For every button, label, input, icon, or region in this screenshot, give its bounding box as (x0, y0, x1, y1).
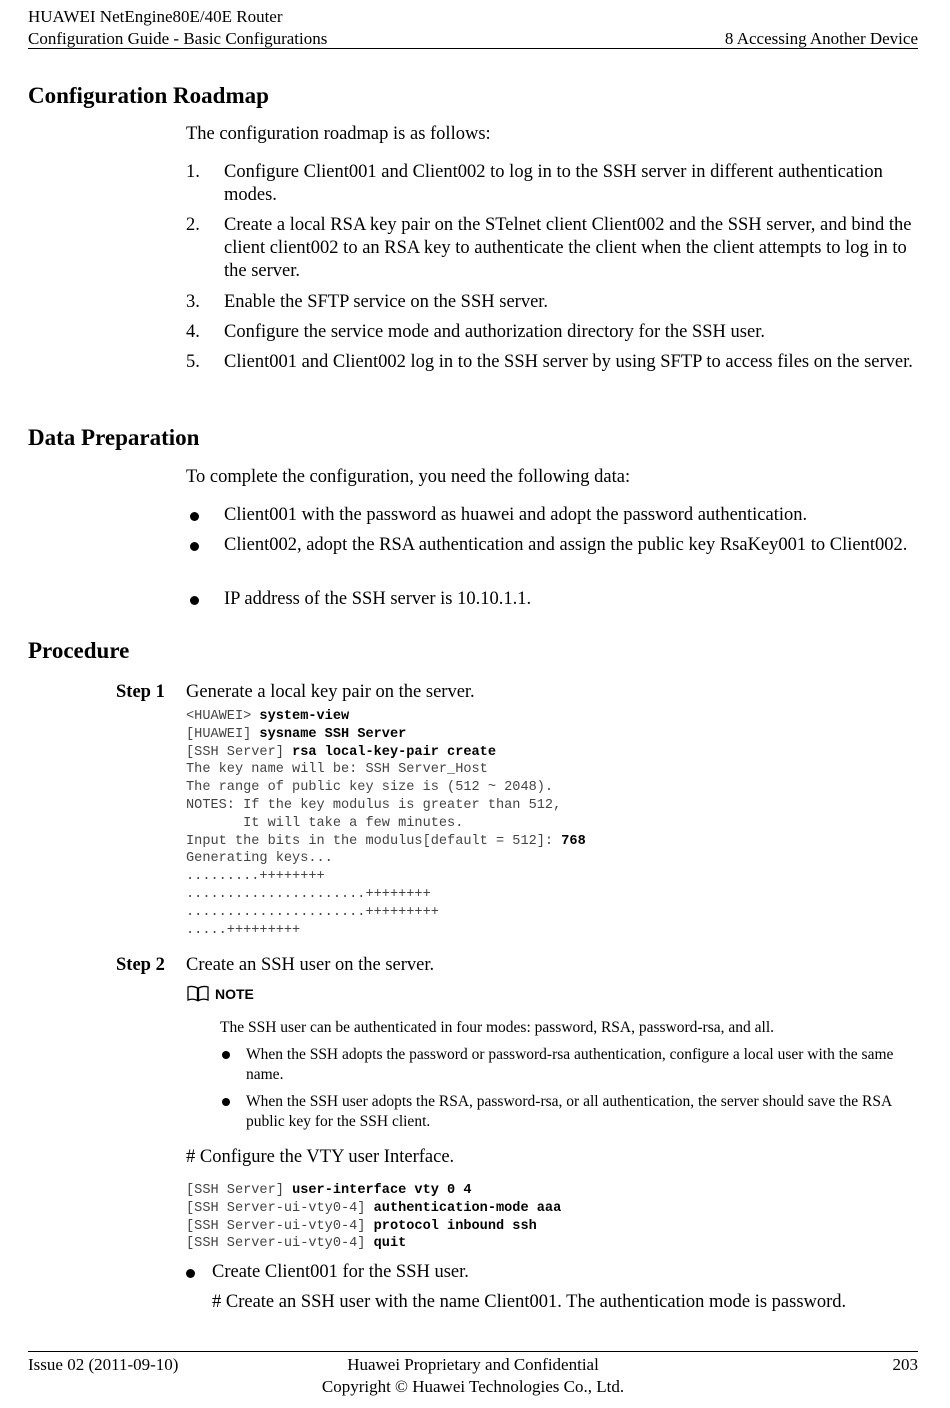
code-prompt: The key name will be: SSH Server_Host (186, 762, 488, 778)
code-line (186, 815, 921, 833)
code-line (186, 779, 921, 797)
code-line (186, 922, 921, 940)
footer-center (28, 1354, 918, 1398)
code-line (186, 797, 921, 815)
step2-label: Step 2 (116, 955, 165, 975)
data-prep-intro: To complete the configuration, you need the following data: (186, 467, 631, 487)
header-guide: Configuration Guide - Basic Configurations (28, 29, 328, 48)
list-text: When the SSH user adopts the RSA, password-rsa, or all authentication, the server should save the RSA public key for the SSH client. (246, 1093, 892, 1130)
step2-text: Create an SSH user on the server. (186, 955, 435, 975)
header-divider (28, 48, 918, 49)
list-text: IP address of the SSH server is 10.10.1.1. (224, 589, 532, 609)
step1-label: Step 1 (116, 682, 165, 702)
book-icon (186, 985, 210, 1003)
code-command: user-interface vty 0 4 (292, 1183, 472, 1198)
code-command: quit (373, 1236, 407, 1252)
roadmap-heading: Configuration Roadmap (28, 83, 269, 108)
code-command: rsa local-key-pair create (292, 744, 497, 760)
code-line (186, 1182, 921, 1200)
list-text: Client001 with the password as huawei and adopt the password authentication. (224, 505, 808, 525)
code-command: sysname SSH Server (259, 726, 407, 742)
note-label: NOTE (215, 986, 254, 1002)
bullet-icon (222, 1098, 230, 1106)
code-prompt: Input the bits in the modulus[default = 512]: (186, 833, 562, 849)
header-row (28, 28, 918, 50)
bullet-icon (222, 1051, 230, 1059)
list-text: Configure the service mode and authorization directory for the SSH user. (224, 322, 765, 342)
data-prep-heading: Data Preparation (28, 425, 200, 450)
code-prompt: .........++++++++ (186, 869, 325, 885)
note-text: The SSH user can be authenticated in four modes: password, RSA, password-rsa, and all. (220, 1019, 775, 1036)
roadmap-intro: The configuration roadmap is as follows: (186, 124, 491, 144)
list-number: 1. (186, 162, 200, 182)
list-text: Configure Client001 and Client002 to log in to the SSH server in different authentication modes. (224, 162, 883, 205)
footer-issue: Issue 02 (2011-09-10) (28, 1355, 179, 1374)
code-prompt: [HUAWEI] (186, 726, 260, 742)
code-line (186, 904, 921, 922)
code-line (186, 708, 921, 726)
footer-divider (28, 1351, 918, 1352)
code-prompt: [SSH Server-ui-vty0-4] (186, 1218, 374, 1234)
code-line (186, 1200, 921, 1218)
code-line (186, 1235, 921, 1253)
list-text: Create Client001 for the SSH user. (212, 1262, 469, 1282)
step1-text: Generate a local key pair on the server. (186, 682, 475, 702)
note-header (186, 985, 254, 1003)
code-command: system-view (259, 709, 350, 724)
bullet-icon (190, 512, 199, 521)
code-line (186, 850, 921, 868)
code-prompt: [SSH Server] (186, 1183, 293, 1198)
step1-code-block (186, 708, 921, 939)
code-line (186, 886, 921, 904)
bullet-icon (186, 1269, 195, 1278)
code-line (186, 868, 921, 886)
code-prompt: The range of public key size is (512 ~ 2048). (186, 780, 554, 796)
list-text: Client002, adopt the RSA authentication and assign the public key RsaKey001 to Client002. (224, 535, 908, 555)
header-product: HUAWEI NetEngine80E/40E Router (28, 7, 283, 26)
code-line (186, 833, 921, 851)
list-text: Client001 and Client002 log in to the SSH server by using SFTP to access files on the server. (224, 352, 913, 372)
list-text: When the SSH adopts the password or password-rsa authentication, configure a local user with the same name. (246, 1046, 894, 1083)
page-header (28, 6, 918, 50)
list-number: 5. (186, 352, 200, 372)
footer-copyright: Copyright © Huawei Technologies Co., Ltd. (321, 1377, 625, 1396)
code-prompt: It will take a few minutes. (186, 815, 464, 831)
procedure-heading: Procedure (28, 638, 130, 663)
code-prompt: [SSH Server] (186, 744, 293, 760)
list-text: Enable the SFTP service on the SSH server. (224, 292, 549, 312)
code-prompt: <HUAWEI> (186, 709, 260, 724)
list-number: 2. (186, 215, 200, 235)
list-number: 4. (186, 322, 200, 342)
code-command: protocol inbound ssh (373, 1218, 537, 1234)
code-line (186, 761, 921, 779)
footer-page-number: 203 (892, 1355, 918, 1374)
code-prompt: ......................+++++++++ (186, 904, 439, 920)
header-chapter: 8 Accessing Another Device (724, 29, 918, 48)
code-prompt: .....+++++++++ (186, 922, 301, 938)
code-line (186, 1218, 921, 1236)
list-number: 3. (186, 292, 200, 312)
code-prompt: [SSH Server-ui-vty0-4] (186, 1236, 374, 1252)
code-prompt: NOTES: If the key modulus is greater than 512, (186, 797, 562, 813)
code-line (186, 744, 921, 762)
footer-proprietary: Huawei Proprietary and Confidential (347, 1355, 599, 1374)
code-prompt: Generating keys... (186, 851, 333, 867)
bullet-icon (190, 596, 199, 605)
code-prompt: ......................++++++++ (186, 886, 431, 902)
bullet-icon (190, 542, 199, 551)
code-prompt: [SSH Server-ui-vty0-4] (186, 1200, 374, 1216)
list-text: Create a local RSA key pair on the STelnet client Client002 and the SSH server, and bind the client client002 to an RSA key to authenticate the client when the client attempts to log in to the server. (224, 215, 912, 281)
step2-code-block (186, 1182, 921, 1253)
vty-intro: # Configure the VTY user Interface. (186, 1147, 455, 1167)
code-command: authentication-mode aaa (373, 1200, 562, 1216)
code-line (186, 726, 921, 744)
client-text: # Create an SSH user with the name Client001. The authentication mode is password. (212, 1292, 847, 1312)
code-command: 768 (561, 833, 586, 849)
